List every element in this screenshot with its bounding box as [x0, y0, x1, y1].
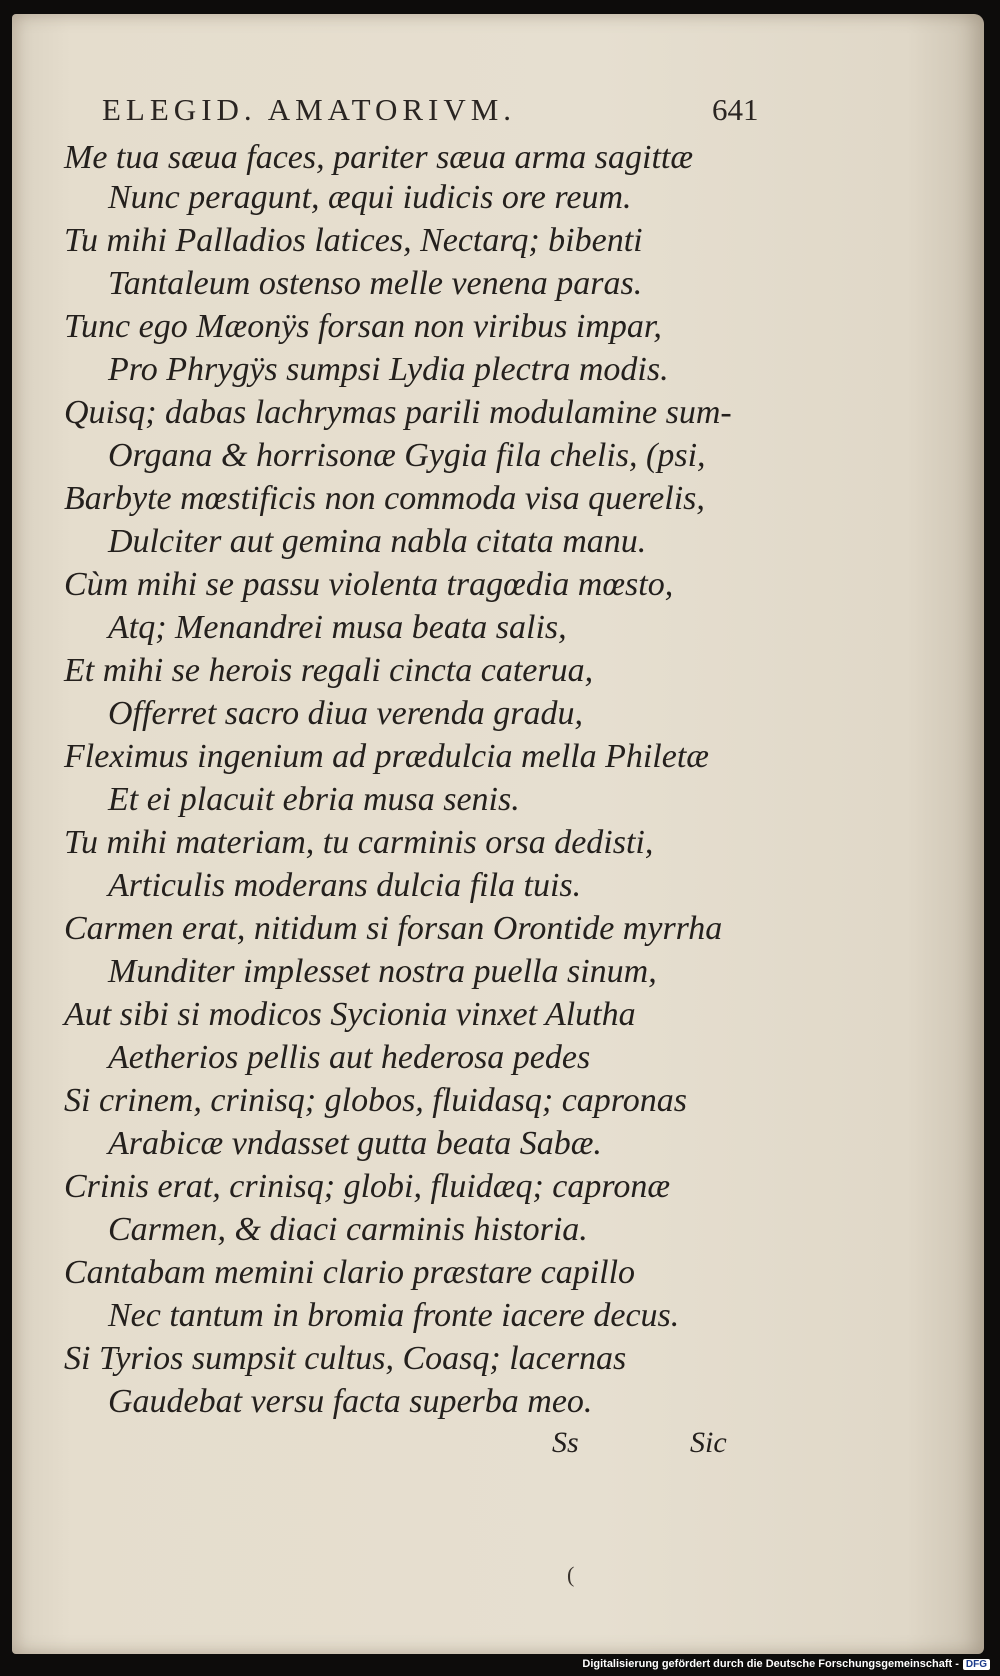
book-page	[12, 14, 984, 1654]
verse-line-hexameter: Si crinem, crinisq; globos, fluidasq; capronas	[64, 1082, 687, 1119]
scan-credit	[582, 1658, 990, 1670]
verse-line-hexameter: Crinis erat, crinisq; globi, fluidæq; capronæ	[64, 1168, 671, 1205]
verse-line-pentameter: Nunc peragunt, æqui iudicis ore reum.	[108, 179, 632, 216]
verse-line-hexameter: Cùm mihi se passu violenta tragœdia mœsto,	[64, 566, 674, 603]
verse-line-pentameter: Dulciter aut gemina nabla citata manu.	[108, 523, 647, 560]
stray-mark: (	[567, 1562, 575, 1587]
verse-line-hexameter: Et mihi se herois regali cincta caterua,	[64, 652, 594, 689]
verse-line-pentameter: Offerret sacro diua verenda gradu,	[108, 695, 583, 732]
scan-credit-text: Digitalisierung gefördert durch die Deutsche Forschungsgemeinschaft -	[582, 1658, 959, 1670]
verse-line-hexameter: Cantabam memini clario præstare capillo	[64, 1254, 636, 1291]
verse-line-pentameter: Pro Phrygÿs sumpsi Lydia plectra modis.	[108, 351, 669, 388]
verse-line-pentameter: Carmen, & diaci carminis historia.	[108, 1211, 588, 1248]
verse-line-pentameter: Nec tantum in bromia fronte iacere decus.	[108, 1297, 680, 1334]
running-head: ELEGID. AMATORIVM.	[102, 92, 517, 127]
verse-line-pentameter: Munditer implesset nostra puella sinum,	[108, 953, 657, 990]
verse-line-pentameter: Arabicæ vndasset gutta beata Sabæ.	[108, 1125, 602, 1162]
signature-mark: Ss	[552, 1426, 579, 1459]
verse-line-pentameter: Articulis moderans dulcia fila tuis.	[108, 867, 582, 904]
verse-line-pentameter: Gaudebat versu facta superba meo.	[108, 1383, 593, 1420]
verse-line-hexameter: Quisq; dabas lachrymas parili modulamine sum-	[64, 394, 732, 431]
verse-line-hexameter: Me tua sæua faces, pariter sæua arma sagittæ	[64, 139, 694, 176]
verse-line-hexameter: Barbyte mœstificis non commoda visa querelis,	[64, 480, 705, 517]
dfg-logo-icon: DFG	[963, 1659, 990, 1670]
verse-line-hexameter: Si Tyrios sumpsit cultus, Coasq; lacernas	[64, 1340, 627, 1377]
verse-line-hexameter: Tu mihi materiam, tu carminis orsa dedisti,	[64, 824, 654, 861]
verse-line-pentameter: Tantaleum ostenso melle venena paras.	[108, 265, 643, 302]
verse-line-hexameter: Aut sibi si modicos Sycionia vinxet Alutha	[64, 996, 636, 1033]
catchword: Sic	[690, 1426, 727, 1459]
verse-line-pentameter: Aetherios pellis aut hederosa pedes	[108, 1039, 591, 1076]
verse-line-hexameter: Tu mihi Palladios latices, Nectarq; bibenti	[64, 222, 643, 259]
page-number: 641	[712, 92, 759, 127]
verse-block	[12, 14, 984, 1654]
verse-line-pentameter: Atq; Menandrei musa beata salis,	[108, 609, 567, 646]
verse-line-hexameter: Tunc ego Mæonÿs forsan non viribus impar,	[64, 308, 662, 345]
verse-line-hexameter: Fleximus ingenium ad prædulcia mella Philetæ	[64, 738, 709, 775]
verse-line-pentameter: Organa & horrisonæ Gygia fila chelis, (psi,	[108, 437, 706, 474]
verse-line-hexameter: Carmen erat, nitidum si forsan Orontide myrrha	[64, 910, 723, 947]
verse-line-pentameter: Et ei placuit ebria musa senis.	[108, 781, 520, 818]
